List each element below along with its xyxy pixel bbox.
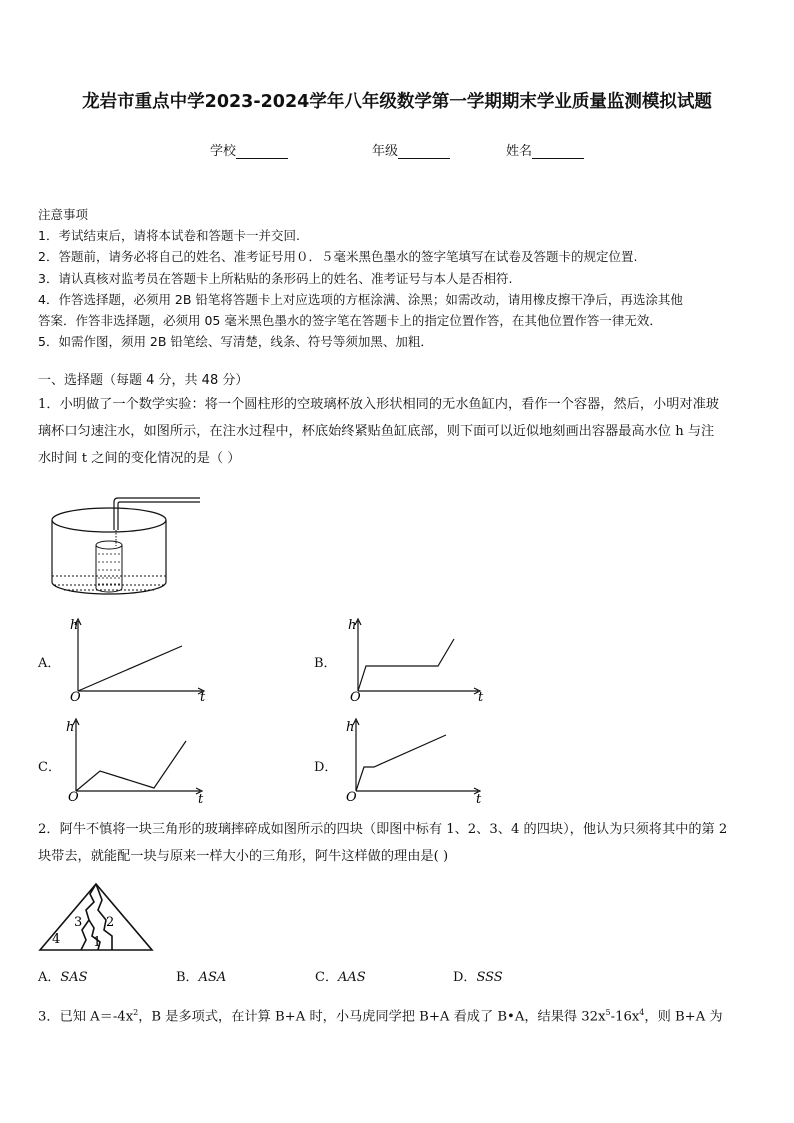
q2-option-a[interactable] [38, 966, 88, 985]
option-d-graph[interactable] [340, 715, 490, 807]
q3-power-3: 4 [639, 1008, 645, 1017]
question-line: 璃杯口匀速注水，如图所示，在注水过程中，杯底始终紧贴鱼缸底部，则下面可以近似地刻画出容器最高水位 h 与注 [38, 424, 715, 439]
q3-power-1: 2 [133, 1008, 139, 1017]
option-b-label: B． [314, 656, 337, 671]
x-axis-label: t [200, 690, 206, 705]
option-text: AAS [337, 970, 366, 985]
q2-option-b[interactable] [176, 966, 226, 985]
option-letter: A． [38, 970, 61, 985]
piece-label-3: 3 [74, 915, 83, 930]
notes-heading: 注意事项 [38, 207, 89, 222]
note-item: 答案．作答非选择题，必须用 05 毫米黑色墨水的签字笔在答题卡上的指定位置作答，在其他位置作答一律无效． [38, 313, 662, 329]
note-item: 2．答题前，请务必将自己的姓名、准考证号用０．５毫米黑色墨水的签字笔填写在试卷及答题卡的规定位置. [38, 249, 638, 265]
question-line: 水时间 t 之间的变化情况的是（ ） [38, 451, 241, 466]
option-b-graph[interactable] [342, 615, 492, 705]
origin-label: O [68, 790, 79, 805]
note-item: 5．如需作图，须用 2B 铅笔绘、写清楚，线条、符号等须加黑、加粗． [38, 334, 433, 350]
question-line: 2．阿牛不慎将一块三角形的玻璃摔碎成如图所示的四块（即图中标有 1、2、3、4 的四块），他认为只须将其中的第 2 [38, 822, 728, 837]
question-1-text [38, 391, 758, 472]
question-line: 1．小明做了一个数学实验：将一个圆柱形的空玻璃杯放入形状相同的无水鱼缸内，看作一个容器，然后，小明对准玻 [38, 397, 719, 412]
option-text: ASA [198, 970, 227, 985]
fish-tank-figure [44, 490, 204, 600]
school-label: 学校 [210, 144, 237, 159]
notes-block [38, 204, 758, 352]
q3-prefix: 3．已知 A＝-4x [38, 1009, 134, 1025]
grade-field [372, 140, 450, 159]
y-axis-label: h [346, 720, 355, 735]
question-3-text [38, 999, 758, 1030]
x-axis-label: t [198, 792, 204, 807]
y-axis-label: h [66, 720, 75, 735]
option-a-graph[interactable] [66, 615, 216, 705]
q2-option-c[interactable] [315, 966, 366, 985]
option-c-graph[interactable] [62, 715, 212, 807]
x-axis-label: t [476, 792, 482, 807]
name-field [506, 140, 584, 159]
note-item: 1．考试结束后，请将本试卷和答题卡一并交回. [38, 228, 300, 244]
question-line: 块带去，就能配一块与原来一样大小的三角形，阿牛这样做的理由是( ) [38, 849, 449, 864]
note-item: 3．请认真核对监考员在答题卡上所粘贴的条形码上的姓名、准考证号与本人是否相符. [38, 270, 513, 286]
q3-power-2: 5 [605, 1008, 611, 1017]
option-letter: C． [315, 970, 338, 985]
option-d-label: D． [314, 760, 338, 775]
name-blank [532, 144, 584, 159]
note-item: 4．作答选择题，必须用 2B 铅笔将答题卡上对应选项的方框涂满、涂黑；如需改动，请用橡皮擦干净后，再选涂其他 [38, 291, 683, 307]
origin-label: O [70, 690, 81, 705]
school-blank [236, 144, 288, 159]
name-label: 姓名 [506, 144, 533, 159]
option-text: SSS [476, 970, 503, 985]
piece-label-4: 4 [52, 932, 61, 947]
x-axis-label: t [478, 690, 484, 705]
option-text: SAS [60, 970, 88, 985]
origin-label: O [346, 790, 357, 805]
q3-mid-2: -16x [610, 1009, 640, 1025]
section-heading: 一、选择题（每题 4 分，共 48 分） [38, 373, 249, 388]
y-axis-label: h [348, 618, 357, 633]
q2-option-d[interactable] [453, 966, 503, 985]
school-field [210, 140, 288, 159]
option-c-label: C． [38, 760, 61, 775]
piece-label-2: 2 [106, 915, 115, 930]
broken-triangle-figure [36, 880, 156, 954]
question-2-text [38, 816, 758, 870]
option-a-label: A． [38, 656, 61, 671]
q3-mid-1: ，B 是多项式，在计算 B+A 时，小马虎同学把 B+A 看成了 B•A，结果得 32x [138, 1009, 606, 1025]
y-axis-label: h [70, 618, 79, 633]
option-letter: B． [176, 970, 199, 985]
piece-label-1: 1 [93, 935, 102, 950]
grade-label: 年级 [372, 144, 399, 159]
origin-label: O [350, 690, 361, 705]
q3-suffix: ，则 B+A 为 [644, 1009, 723, 1025]
grade-blank [398, 144, 450, 159]
option-letter: D． [453, 970, 477, 985]
page-title: 龙岩市重点中学2023-2024学年八年级数学第一学期期末学业质量监测模拟试题 [82, 92, 712, 112]
